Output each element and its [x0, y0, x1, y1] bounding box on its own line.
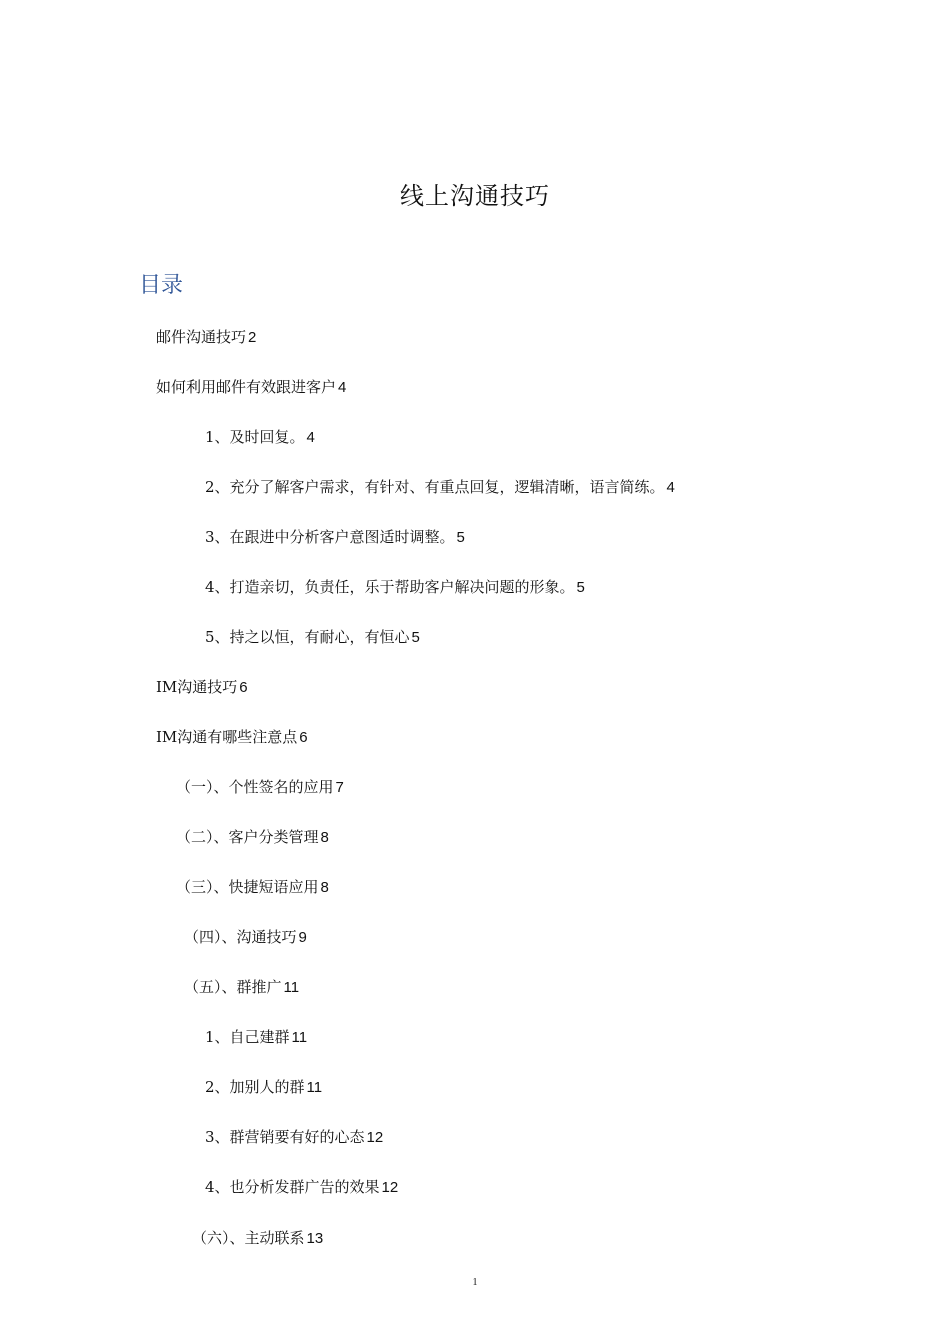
toc-entry-text: 4、打造亲切，负责任，乐于帮助客户解决问题的形象。: [205, 578, 575, 596]
toc-entry-text: （二）、客户分类管理: [176, 828, 319, 846]
toc-entry[interactable]: [205, 1177, 398, 1198]
toc-entry-text: 2、加别人的群: [205, 1078, 305, 1096]
toc-entry-page: 12: [381, 1179, 399, 1196]
toc-entry[interactable]: [176, 877, 329, 898]
toc-entry[interactable]: [205, 1077, 322, 1098]
toc-entry-page: 9: [298, 929, 307, 946]
toc-heading: 目录: [139, 273, 184, 298]
toc-entry-text: IM沟通技巧: [156, 678, 238, 696]
toc-entry[interactable]: [192, 1228, 323, 1249]
toc-entry-page: 6: [239, 679, 248, 696]
toc-entry-text: （三）、快捷短语应用: [176, 878, 319, 896]
toc-entry-page: 8: [320, 879, 329, 896]
toc-entry-page: 13: [306, 1230, 324, 1247]
toc-entry-page: 4: [338, 379, 347, 396]
toc-entry-page: 4: [306, 429, 315, 446]
toc-entry[interactable]: [156, 377, 346, 398]
toc-entry[interactable]: [156, 327, 256, 348]
toc-entry[interactable]: [156, 677, 248, 698]
toc-entry[interactable]: [205, 427, 315, 448]
toc-entry-text: （六）、主动联系: [192, 1229, 305, 1247]
toc-entry[interactable]: [205, 577, 585, 598]
toc-entry-text: 3、群营销要有好的心态: [205, 1128, 365, 1146]
toc-entry-text: （四）、沟通技巧: [184, 928, 297, 946]
toc-entry[interactable]: [205, 627, 420, 648]
toc-entry[interactable]: [205, 477, 675, 498]
toc-entry-page: 5: [411, 629, 420, 646]
toc-entry-text: IM沟通有哪些注意点: [156, 728, 298, 746]
toc-entry-page: 12: [366, 1129, 384, 1146]
toc-entry-page: 6: [299, 729, 308, 746]
toc-entry-text: 3、在跟进中分析客户意图适时调整。: [205, 528, 455, 546]
toc-entry-text: 邮件沟通技巧: [156, 328, 247, 346]
toc-entry-page: 5: [456, 529, 465, 546]
toc-entry-text: （五）、群推广: [184, 978, 282, 996]
toc-entry[interactable]: [184, 977, 299, 998]
toc-entry-page: 5: [576, 579, 585, 596]
toc-entry-page: 8: [320, 829, 329, 846]
toc-entry-page: 7: [335, 779, 344, 796]
toc-entry-text: 1、自己建群: [205, 1028, 290, 1046]
toc-entry-page: 2: [248, 329, 257, 346]
toc-entry-text: （一）、个性签名的应用: [176, 778, 334, 796]
toc-entry-text: 5、持之以恒，有耐心，有恒心: [205, 628, 410, 646]
toc-entry-text: 2、充分了解客户需求，有针对、有重点回复，逻辑清晰，语言简练。: [205, 478, 665, 496]
toc-entry[interactable]: [205, 527, 465, 548]
page-number: 1: [472, 1277, 478, 1288]
toc-entry[interactable]: [184, 927, 307, 948]
toc-entry-text: 1、及时回复。: [205, 428, 305, 446]
toc-entry-text: 4、也分析发群广告的效果: [205, 1178, 380, 1196]
document-title: 线上沟通技巧: [400, 182, 550, 210]
toc-entry[interactable]: [205, 1027, 307, 1048]
toc-entry[interactable]: [156, 727, 308, 748]
toc-entry-page: 11: [306, 1079, 323, 1096]
toc-entry-page: 11: [283, 979, 300, 996]
toc-entry[interactable]: [176, 777, 344, 798]
toc-entry[interactable]: [205, 1127, 383, 1148]
toc-entry-text: 如何利用邮件有效跟进客户: [156, 378, 337, 396]
toc-entry[interactable]: [176, 827, 329, 848]
toc-entry-page: 4: [666, 479, 675, 496]
toc-entry-page: 11: [291, 1029, 308, 1046]
